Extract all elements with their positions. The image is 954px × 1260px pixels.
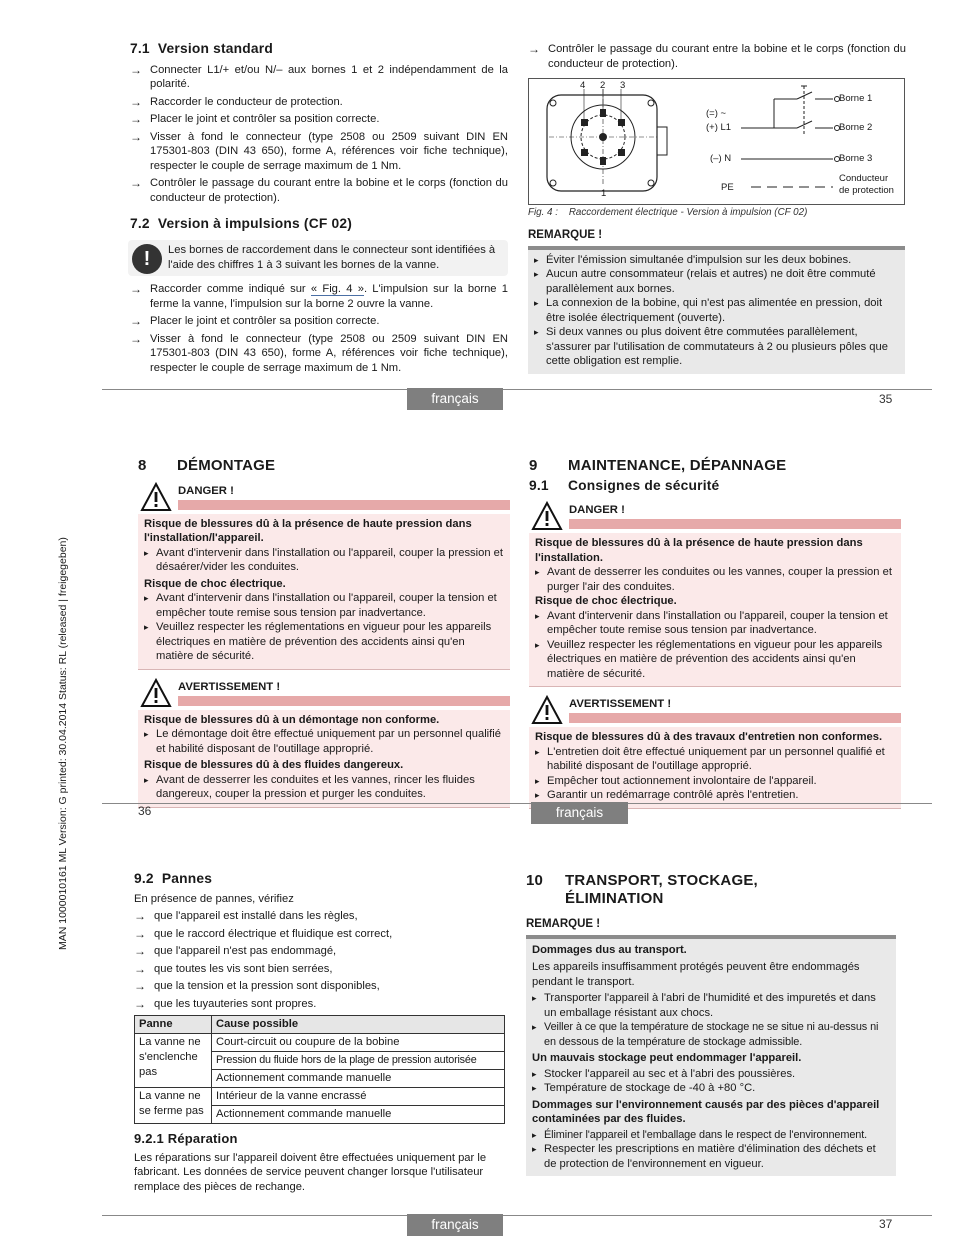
avertissement-body: Risque de blessures dû à un démontage non conforme. ▸ Le démontage doit être effectué uniquement par un personnel qualifié et habilité disposant de l'outillage approprié. Risque de blessures dû à des fluides dangereux. ▸ Avant de desserrer les conduites et les vannes, rincer les fluides dangereux, couper la pression et purger les conduites. [138,710,510,808]
list-item: ▸ Empêcher tout actionnement involontaire de l'appareil. [535,774,895,789]
arrow-icon: → [134,944,146,958]
section-9-heading: 9 MAINTENANCE, DÉPANNAGE [529,457,787,474]
remarque-title: REMARQUE ! [526,917,896,939]
danger-header: DANGER ! [138,482,510,514]
avertissement-block [529,695,901,809]
warning-triangle-icon [531,695,563,725]
list-item: ▸ Avant d'intervenir dans l'installation ou l'appareil, couper la pression et désaérer/vider les conduites. [144,546,504,575]
list-item: ▸ Avant de desserrer les conduites ou les vannes, couper la pression et purger l'air des conduites. [535,565,895,594]
label-borne-3: Borne 3 [839,153,873,164]
list-item: ▸ Veuillez respecter les réglementations en vigueur pour les appareils électriques en matière de prévention des accidents ainsi qu'en matière de sécurité. [144,620,504,664]
list-item: ▸ Éliminer l'appareil et l'emballage dans le respect de l'environnement. [532,1128,890,1143]
arrow-icon: → [130,62,142,77]
arrow-icon: → [130,112,142,126]
section-10-heading: 10 TRANSPORT, STOCKAGE, ÉLIMINATION [526,872,758,907]
avertissement-body: Risque de blessures dû à des travaux d'entretien non conformes. ▸ L'entretien doit être effectué uniquement par un personnel qualifié et habilité disposant de l'outillage approprié. ▸ Empêcher tout actionnement involontaire de l'appareil. ▸ Garantir un redémarrage contrôlé après l'entretien. [529,727,901,809]
page37a-column [529,459,901,809]
remarque-title: REMARQUE ! [528,228,905,250]
table-cell: Actionnement commande manuelle [212,1106,505,1124]
step: → que l'appareil n'est pas endommagé, [134,944,337,958]
exclamation-icon: ! [132,244,162,274]
table-row [135,1088,505,1106]
warning-triangle-icon [140,482,172,512]
table-header-row [135,1016,505,1034]
list-item: ▸ La connexion de la bobine, qui n'est pas alimentée en pression, doit être isolée électriquement (ouverte). [534,296,899,325]
table-cell: La vanne ne s'enclenche pas [135,1034,212,1088]
step: → Visser à fond le connecteur (type 2508 ou 2509 suivant DIN EN 175301-803 (DIN 43 650), forme A, références voir fiche technique), respecter le couple de serrage maximum de 1 Nm. [130,331,508,374]
avertissement-bar [569,713,901,723]
label-de-protection: de protection [839,185,894,196]
list-item: ▸ Avant d'intervenir dans l'installation ou l'appareil, couper la tension et empêcher toute remise sous tension par inadvertance. [144,591,504,620]
label-l1: (+) L1 [706,122,732,133]
figure-4-caption: Fig. 4 : Raccordement électrique - Version à impulsion (CF 02) [528,207,808,218]
page36-footer-rule [102,803,932,804]
arrow-icon: → [130,176,142,190]
language-tab: français [407,1214,503,1236]
fig-4-link[interactable]: « Fig. 4 » [310,283,364,295]
avertissement-bar [178,696,510,706]
label-conducteur: Conducteur [839,173,889,184]
remarque-box [528,228,905,374]
language-tab: français [407,388,503,410]
page35-left-column [130,42,508,232]
remarque-content: Dommages dus au transport. Les appareils insuffisamment protégés peuvent être endommagés pendant le transport. ▸ Transporter l'appareil à l'abri de l'humidité et des impuretés et dans un emballage résistant aux chocs. ▸ Veiller à ce que la température de stockage ne se situe ni au-dessus ni en dessous de la température de stockage admissible. Un mauvais stockage peut endommager l'appareil. ▸ Stocker l'appareil au sec et à l'abri des poussières. ▸ Température de stockage de -40 à +80 °C. Dommages sur l'environnement causés par des pièces d'appareil contaminées par des fluides. ▸ Éliminer l'appareil et l'emballage dans le respect de l'environnement. ▸ Respecter les prescriptions en matière d'élimination des déchets et de protection de l'environnement en vigueur. [526,939,896,1177]
table-cell: Actionnement commande manuelle [212,1070,505,1088]
step: → Raccorder comme indiqué sur « Fig. 4 ». L'impulsion sur la borne 1 ferme la vanne, l'impulsion sur la borne 2 ouvre la vanne. [130,282,508,310]
section-9-2-1-heading: 9.2.1 Réparation [134,1131,238,1146]
remarque-content [528,250,905,374]
step: → Connecter L1/+ et/ou N/– aux bornes 1 et 2 indépendamment de la polarité. [130,62,508,90]
arrow-icon: → [134,926,146,941]
arrow-icon: → [134,996,146,1011]
list-item: ▸ Aucun autre consommateur (relais et autres) ne doit être commuté parallèlement aux bornes. [534,267,899,296]
page-number: 37 [879,1217,893,1231]
label-borne-1: Borne 1 [839,93,873,104]
label-pe: PE [721,182,734,193]
arrow-icon: → [134,979,146,993]
arrow-icon: → [134,961,146,976]
section-7-2-heading: 7.2 Version à impulsions (CF 02) [130,216,353,231]
list-item: ▸ Le démontage doit être effectué uniquement par un personnel qualifié et habilité disposant de l'outillage approprié. [144,727,504,756]
label-ac: (=) ~ [706,108,727,119]
list-item: ▸ Transporter l'appareil à l'abri de l'humidité et des impuretés et dans un emballage résistant aux chocs. [532,991,890,1020]
step: → que toutes les vis sont bien serrées, [134,961,333,976]
page37-left-column [134,872,506,1194]
check-list [134,909,506,1011]
table-cell: Court-circuit ou coupure de la bobine [212,1034,505,1052]
pannes-table [134,1015,505,1124]
section-7-1-heading: 7.1 Version standard [130,41,274,56]
danger-header: DANGER ! [529,501,901,533]
step: → que la tension et la pression sont disponibles, [134,979,380,993]
pin-label-1: 1 [601,188,607,199]
pin-label-4: 4 [580,80,586,91]
label-n: (–) N [710,153,732,164]
list-item: ▸ Avant de desserrer les conduites et les vannes, rincer les fluides dangereux, couper la pression et purger les conduites. [144,773,504,802]
page-number: 35 [879,392,893,406]
section-8-heading: 8 DÉMONTAGE [138,457,276,474]
avertissement-block [138,678,510,808]
column-header: Cause possible [212,1016,505,1034]
table-cell: Pression du fluide hors de la plage de pression autorisée [212,1052,505,1070]
list-item: ▸ Respecter les prescriptions en matière d'élimination des déchets et de protection de l'environnement en vigueur. [532,1142,890,1171]
list-item: ▸ Garantir un redémarrage contrôlé après l'entretien. [535,788,895,803]
repair-text: Les réparations sur l'appareil doivent être effectuées uniquement par le fabricant. Les données de service peuvent changer lorsque l'utilisateur remplace des pièces de rechange. [134,1151,487,1193]
list-item: ▸ Veiller à ce que la température de stockage ne se situe ni au-dessus ni en dessous de la température de stockage admissible. [532,1020,890,1049]
table-cell: La vanne ne se ferme pas [135,1088,212,1124]
step: → que l'appareil est installé dans les règles, [134,909,358,923]
list-item: ▸ Température de stockage de -40 à +80 °C. [532,1081,890,1096]
page37-right-column [526,872,896,1176]
list-item: ▸ Si deux vannes ou plus doivent être commutées parallèlement, s'assurer par l'utilisation de commutateurs à 2 ou plusieurs pôles que cette obligation est remplie. [534,325,899,369]
arrow-icon: → [130,129,142,144]
side-print-info: MAN 1000010161 ML Version: G printed: 30.04.2014 Status: RL (released | freigegeben) [57,537,69,950]
danger-block [138,482,510,670]
section-7-2-steps [130,282,508,378]
avertissement-header: AVERTISSEMENT ! [138,678,510,710]
column-header: Panne [135,1016,212,1034]
table-row [135,1034,505,1052]
danger-bar [178,500,510,510]
list-item: ▸ Éviter l'émission simultanée d'impulsion sur les deux bobines. [534,253,899,268]
list-item: ▸ L'entretien doit être effectué uniquement par un personnel qualifié et habilité disposant de l'outillage approprié. [535,745,895,774]
page-number: 36 [138,804,152,818]
arrow-icon: → [130,94,142,109]
section-9-1-heading: 9.1 Consignes de sécurité [529,477,720,493]
step: → Contrôler le passage du courant entre la bobine et le corps (fonction du conducteur de protection). [528,42,906,70]
list-item: ▸ Stocker l'appareil au sec et à l'abri des poussières. [532,1067,890,1082]
section-9-2-heading: 9.2 Pannes [134,871,213,886]
avertissement-header: AVERTISSEMENT ! [529,695,901,727]
warning-triangle-icon [140,678,172,708]
warning-triangle-icon [531,501,563,531]
page35-right-step [528,42,906,74]
arrow-icon: → [528,42,540,56]
arrow-icon: → [130,282,142,296]
danger-bar [569,519,901,529]
danger-body: Risque de blessures dû à la présence de haute pression dans l'installation/l'appareil. ▸ Avant d'intervenir dans l'installation ou l'appareil, couper la pression et désaérer/vider les conduites. Risque de choc électrique. ▸ Avant d'intervenir dans l'installation ou l'appareil, couper la tension et empêcher toute remise sous tension par inadvertance. ▸ Veuillez respecter les réglementations en vigueur pour les appareils électriques en matière de prévention des accidents ainsi qu'en matière de sécurité. [138,514,510,670]
page35-footer-rule [102,389,932,390]
section-7-1-steps [130,63,508,206]
step: → que les tuyauteries sont propres. [134,996,317,1011]
step: → que le raccord électrique et fluidique est correct, [134,926,393,941]
pin-label-2: 2 [600,80,606,91]
page37-footer-rule [102,1215,932,1216]
danger-block [529,501,901,687]
figure-4 [528,78,905,205]
list-item: ▸ Veuillez respecter les réglementations en vigueur pour les appareils électriques en matière de prévention des accidents ainsi qu'en matière de sécurité. [535,638,895,682]
step: → Raccorder le conducteur de protection. [130,94,343,109]
step: → Contrôler le passage du courant entre la bobine et le corps (fonction du conducteur de protection). [130,176,508,204]
table-cell: Intérieur de la vanne encrassé [212,1088,505,1106]
page36-column [138,459,510,808]
note-box: ! Les bornes de raccordement dans le connecteur sont identifiées à l'aide des chiffres 1 à 3 suivant les bornes de la vanne. [128,240,508,276]
danger-body: Risque de blessures dû à la présence de haute pression dans l'installation. ▸ Avant de desserrer les conduites ou les vannes, couper la pression et purger l'air des conduites. Risque de choc électrique. ▸ Avant d'intervenir dans l'installation ou l'appareil, couper la tension et empêcher toute remise sous tension par inadvertance. ▸ Veuillez respecter les réglementations en vigueur pour les appareils électriques en matière de prévention des accidents ainsi qu'en matière de sécurité. [529,533,901,687]
step: → Placer le joint et contrôler sa position correcte. [130,314,380,328]
step: → Placer le joint et contrôler sa position correcte. [130,112,380,126]
step: → Visser à fond le connecteur (type 2508 ou 2509 suivant DIN EN 175301-803 (DIN 43 650), forme A, références voir fiche technique), respecter le couple de serrage maximum de 1 Nm. [130,129,508,172]
arrow-icon: → [134,909,146,923]
arrow-icon: → [130,331,142,346]
remarque-box [526,917,896,1176]
label-borne-2: Borne 2 [839,122,873,133]
pannes-intro: En présence de pannes, vérifiez [134,892,294,905]
arrow-icon: → [130,314,142,328]
language-tab: français [531,802,628,824]
pin-label-3: 3 [620,80,626,91]
list-item: ▸ Avant d'intervenir dans l'installation ou l'appareil, couper la tension et empêcher toute remise sous tension par inadvertance. [535,609,895,638]
